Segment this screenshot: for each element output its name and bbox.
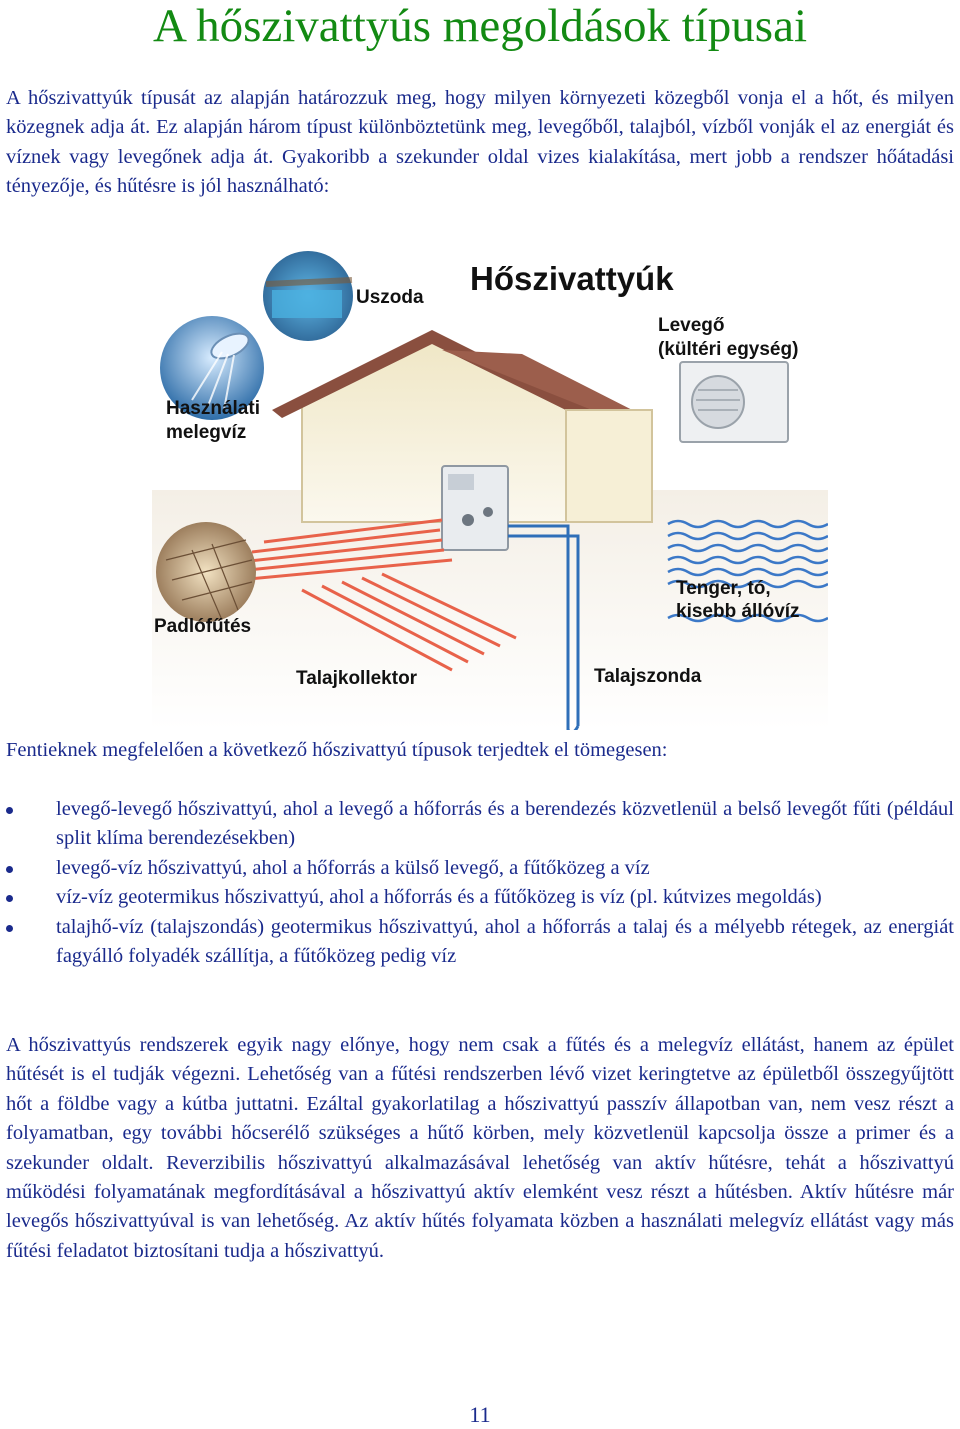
bullet-icon [6, 866, 13, 873]
list-item-text: levegő-víz hőszivattyú, ahol a hőforrás a külső levegő, a fűtőközeg a víz [56, 856, 650, 879]
label-levego-2: (kültéri egység) [658, 339, 799, 360]
bullet-icon [6, 807, 13, 814]
outdoor-unit [680, 362, 788, 442]
advantages-paragraph: A hőszivattyús rendszerek egyik nagy előnye, hogy nem csak a fűtés és a melegvíz ellátást, hanem az épület hűtését is el tudják végezni. Lehetőség van a fűtési rendszerben lévő vizet keringtetve az épületből összegyűjtött hőt a földbe vagy a kútba juttatni. Ezáltal gyakorlatilag a hőszivattyú passzív állapotban van, nem vesz részt a folyamatban, egy további hőcserélő szükséges a hűtő körben, mely közvetlenül kapcsolja össze a primer és a szekunder oldalt. Reverzibilis hőszivattyú alkalmazásával lehetőség van aktív hűtésre, tehát a hőszivattyú működési folyamatának megfordításával a hőszivattyú aktív elemként vesz részt a hűtésben. Aktív hűtésre már levegős hőszivattyúval is van lehetőség. Az aktív hűtés folyamata közben a használati melegvíz ellátást vagy más fűtési feladatot biztosítani tudja a hőszivattyú. [6, 1034, 954, 1262]
label-talajkollektor: Talajkollektor [296, 668, 418, 689]
label-hasznalati-2: melegvíz [166, 422, 247, 443]
lead-paragraph: Fentieknek megfelelően a következő hőszivattyú típusok terjedtek el tömegesen: [6, 739, 668, 761]
label-hasznalati-1: Használati [166, 398, 260, 419]
label-tenger-2: kisebb állóvíz [676, 601, 800, 622]
heat-pump-diagram [152, 250, 828, 730]
pool-photo [263, 251, 353, 341]
label-talajszonda: Talajszonda [594, 666, 702, 687]
page-number: 11 [469, 1402, 491, 1427]
list-item-text: talajhő-víz (talajszondás) geotermikus hőszivattyú, ahol a hőforrás a talaj és a mélyebb rétegek, az energiát fagyálló folyadék szállítja, a fűtőközeg pedig víz [56, 915, 954, 968]
label-tenger-1: Tenger, tó, [676, 578, 771, 599]
heat-pump-type-list [0, 795, 954, 971]
intro-paragraph: A hőszivattyúk típusát az alapján határozzuk meg, hogy milyen környezeti közegből vonja el a hőt, és milyen közegnek adja át. Ez alapján három típust különböztetünk meg, levegőből, talajból, vízből vonják el az energiát és víznek vagy levegőnek adja át. Gyakoribb a szekunder oldal vizes kialakítása, mert jobb a rendszer hőátadási tényezője, és hűtésre is jól használható: [6, 87, 954, 198]
list-item-text: levegő-levegő hőszivattyú, ahol a levegő a hőforrás és a berendezés közvetlenül a belső levegőt fűti (például split klíma berendezésekben) [56, 798, 954, 850]
diagram-heading: Hőszivattyúk [470, 260, 674, 297]
bullet-icon [6, 895, 13, 902]
label-uszoda: Uszoda [356, 287, 424, 308]
page-title: A hőszivattyús megoldások típusai [152, 0, 808, 52]
label-levego-1: Levegő [658, 315, 725, 336]
list-item-text: víz-víz geotermikus hőszivattyú, ahol a hőforrás és a fűtőközeg is víz (pl. kútvizes megoldás) [56, 886, 822, 909]
list-item [0, 883, 954, 912]
floor-heating-photo [156, 522, 256, 622]
list-item [0, 854, 954, 883]
list-item [0, 795, 954, 854]
list-item [0, 913, 954, 972]
bullet-icon [6, 925, 13, 932]
label-padlofutes: Padlófűtés [154, 616, 252, 637]
heat-pump-unit [442, 466, 508, 550]
